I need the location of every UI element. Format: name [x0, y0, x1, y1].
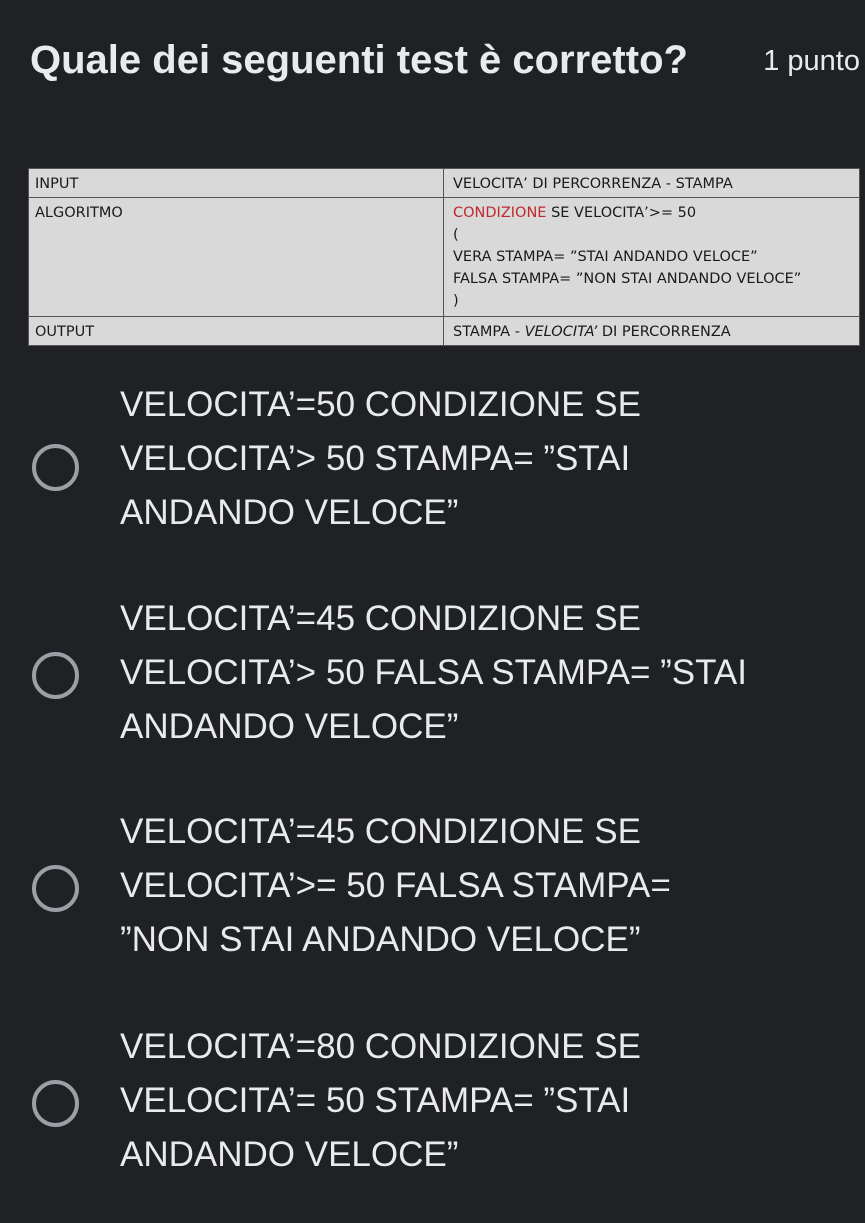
output-italic: VELOCITA’ — [524, 324, 598, 340]
option-line: ANDANDO VELOCE” — [120, 493, 459, 532]
table-row-output — [29, 317, 860, 346]
table-row-algorithm — [29, 198, 860, 317]
algorithm-label: ALGORITMO — [29, 198, 444, 317]
algorithm-condition-line — [453, 202, 859, 224]
option-label — [120, 1020, 860, 1182]
output-suffix: DI PERCORRENZA — [597, 324, 731, 340]
question-title: Quale dei seguenti test è corretto? — [30, 38, 688, 82]
radio-button[interactable] — [32, 1080, 79, 1127]
option-line: ANDANDO VELOCE” — [120, 707, 459, 746]
algorithm-close-paren: ) — [453, 293, 459, 309]
question-image — [28, 168, 860, 346]
output-label: OUTPUT — [29, 317, 444, 346]
option-label — [120, 805, 860, 967]
algorithm-true-branch: VERA STAMPA= ”STAI ANDANDO VELOCE” — [453, 249, 758, 265]
output-prefix: STAMPA - — [453, 324, 525, 340]
condition-rest: SE VELOCITA’>= 50 — [546, 205, 697, 221]
algorithm-body — [444, 198, 860, 317]
condition-keyword: CONDIZIONE — [453, 205, 547, 221]
option-line: VELOCITA’> 50 FALSA STAMPA= ”STAI — [120, 653, 747, 692]
table-row-input — [29, 169, 860, 198]
radio-button[interactable] — [32, 652, 79, 699]
option-line: VELOCITA’=50 CONDIZIONE SE — [120, 385, 641, 424]
question-points: 1 punto — [763, 45, 860, 77]
option-line: VELOCITA’=45 CONDIZIONE SE — [120, 599, 641, 638]
option-line: ”NON STAI ANDANDO VELOCE” — [120, 920, 641, 959]
option-line: VELOCITA’= 50 STAMPA= ”STAI — [120, 1081, 631, 1120]
option-label — [120, 378, 860, 540]
output-value — [444, 317, 860, 346]
question-header — [30, 28, 860, 88]
option-line: VELOCITA’> 50 STAMPA= ”STAI — [120, 439, 631, 478]
algorithm-false-branch: FALSA STAMPA= ”NON STAI ANDANDO VELOCE” — [453, 271, 802, 287]
option-line: VELOCITA’=80 CONDIZIONE SE — [120, 1027, 641, 1066]
option-line: VELOCITA’>= 50 FALSA STAMPA= — [120, 866, 671, 905]
algorithm-table — [28, 168, 860, 346]
option-line: VELOCITA’=45 CONDIZIONE SE — [120, 812, 641, 851]
input-value: VELOCITA’ DI PERCORRENZA - STAMPA — [444, 169, 860, 198]
input-label: INPUT — [29, 169, 444, 198]
option-line: ANDANDO VELOCE” — [120, 1135, 459, 1174]
radio-button[interactable] — [32, 444, 79, 491]
radio-button[interactable] — [32, 865, 79, 912]
option-label — [120, 592, 860, 754]
algorithm-open-paren: ( — [453, 227, 459, 243]
